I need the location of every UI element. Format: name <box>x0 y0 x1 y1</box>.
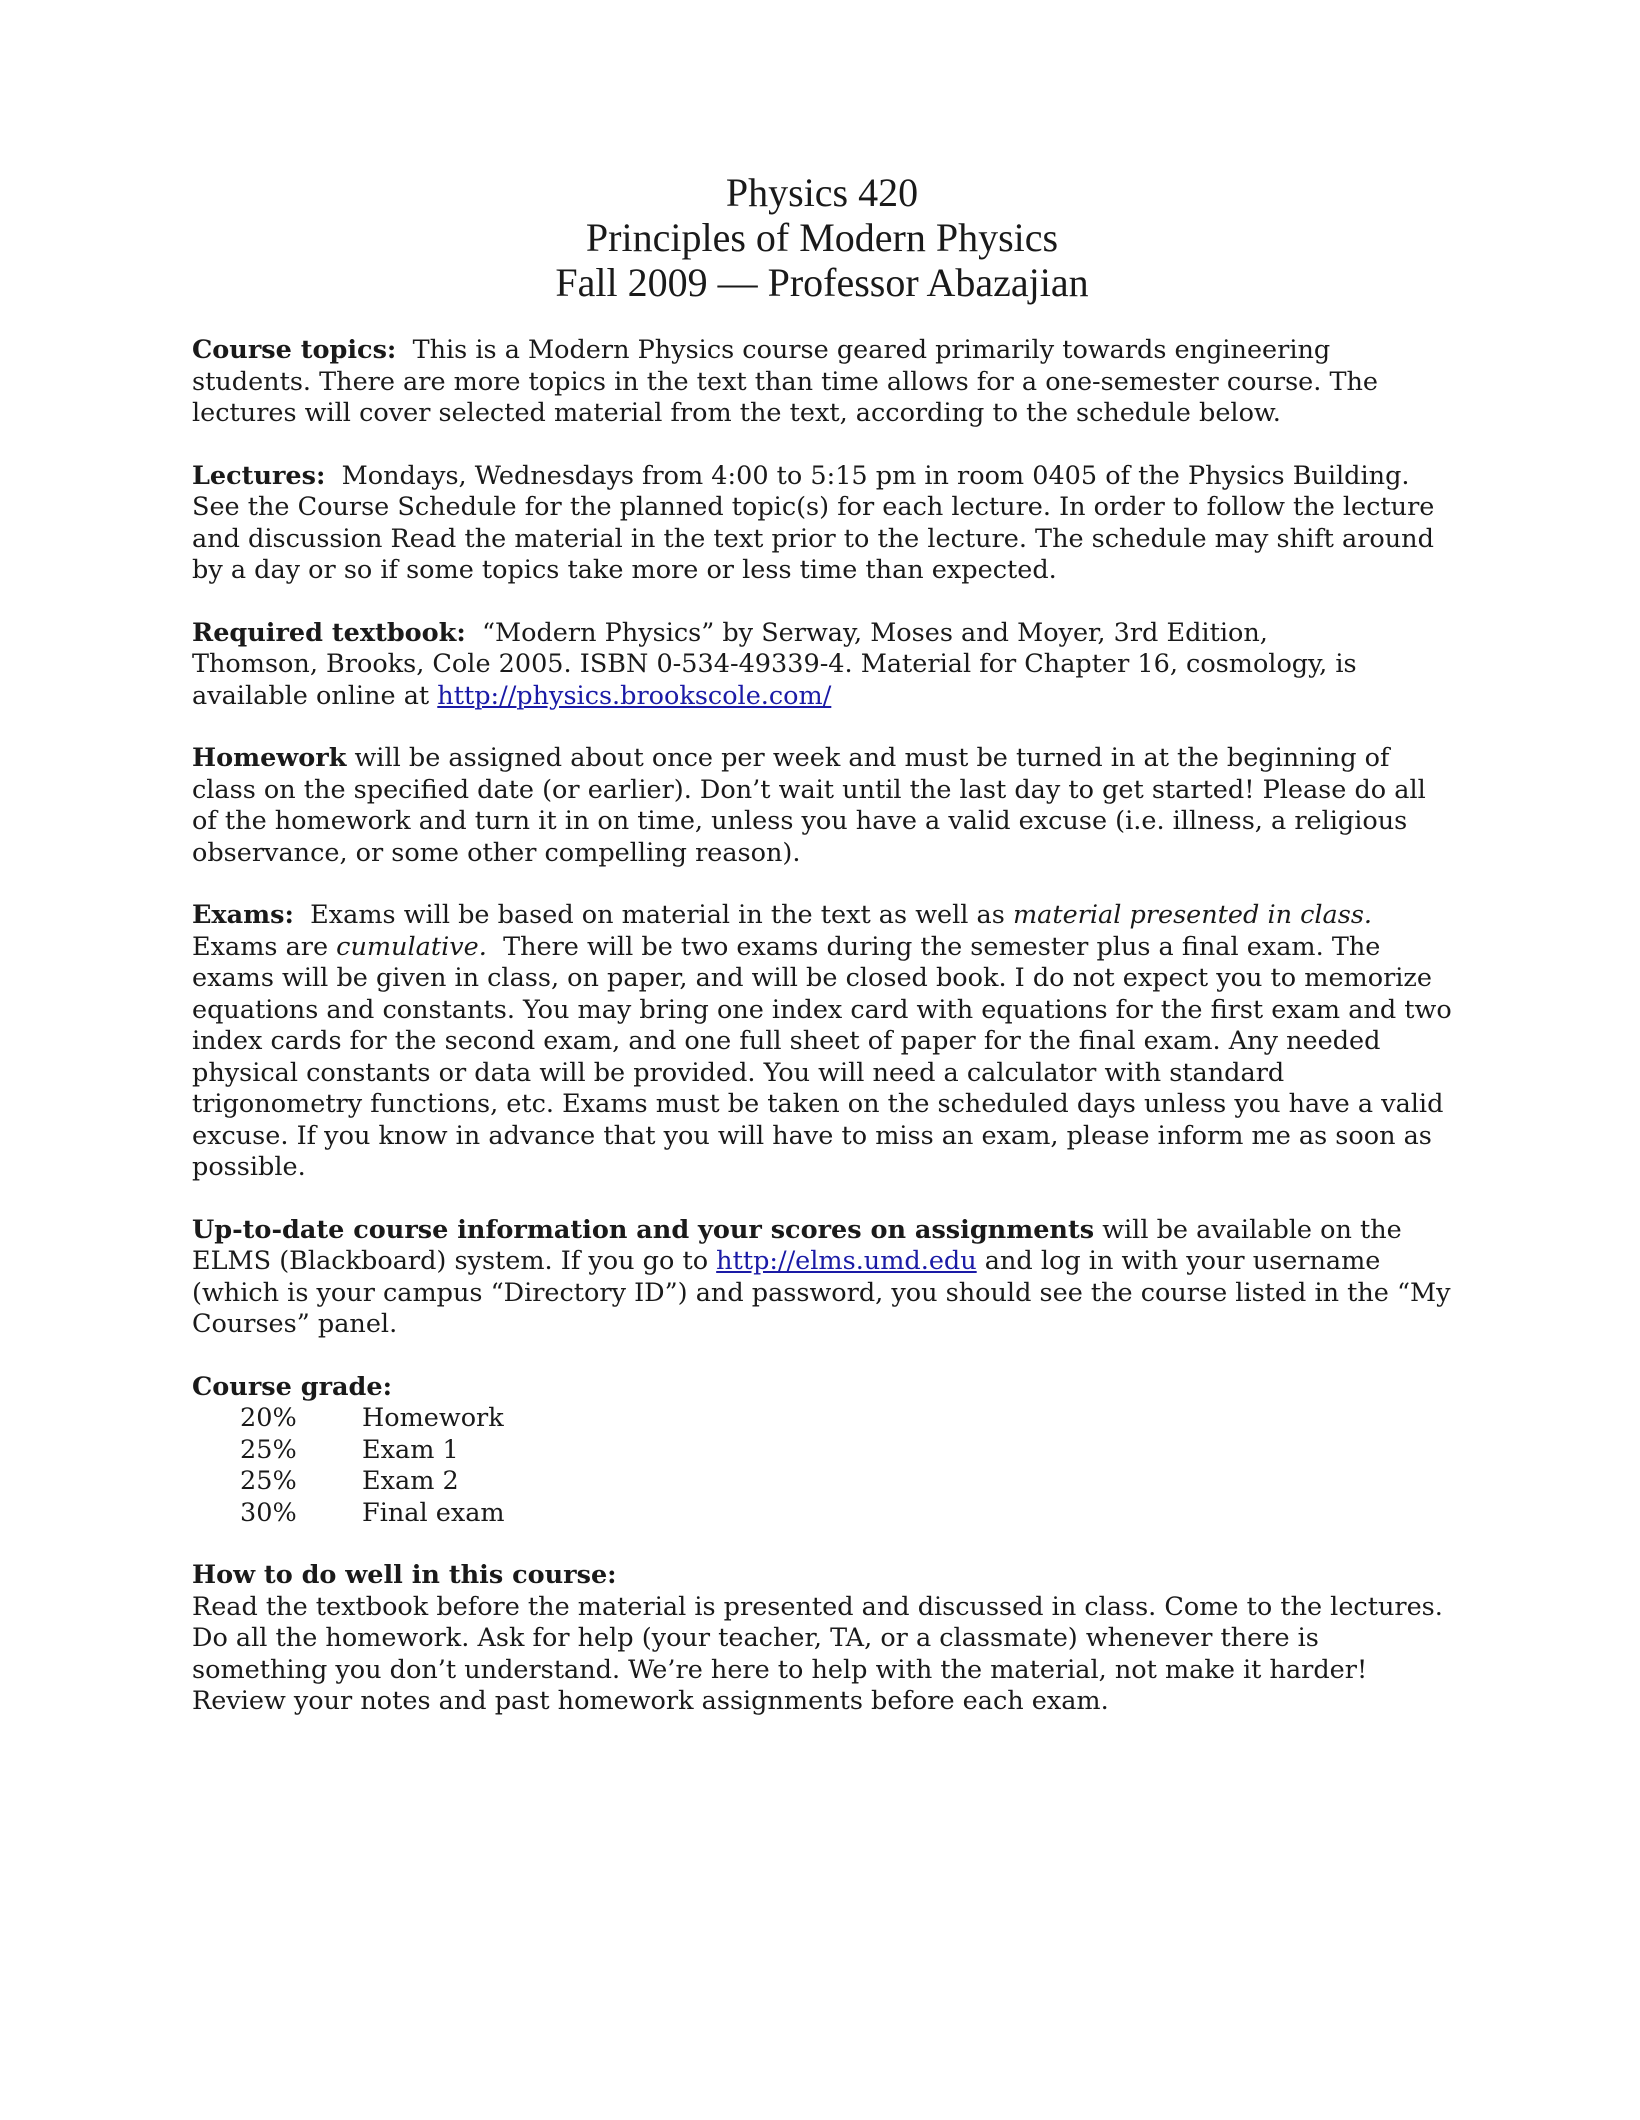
section-exams <box>192 900 1452 1184</box>
course-topics-label: Course topics: <box>192 335 397 365</box>
grade-row <box>240 1435 1452 1467</box>
section-lectures <box>192 461 1452 587</box>
grade-component: Homework <box>362 1403 504 1433</box>
course-topics-text: This is a Modern Physics course geared primarily towards engineering students. There are more topics in the text than time allows for a one-semester course. The lectures will cover selected material from the text, according to the schedule below. <box>192 335 1378 428</box>
grade-row <box>240 1498 1452 1530</box>
section-how-to-do-well <box>192 1560 1452 1718</box>
textbook-online-link[interactable]: http://physics.brookscole.com/ <box>437 680 832 711</box>
homework-text: will be assigned about once per week and must be turned in at the beginning of class on the specified date (or earlier). Don’t wait until the last day to get started! Please do all of the homework and turn it in on time, unless you have a valid excuse (i.e. illness, a religious observance, or some other compelling reason). <box>192 743 1426 868</box>
textbook-label: Required textbook: <box>192 617 466 648</box>
elms-link[interactable]: http://elms.umd.edu <box>716 1246 977 1276</box>
course-info-text-2: and log in with your username (which is your campus “Directory ID”) and password, you should see the course listed in the “My Courses” panel. <box>192 1246 1451 1339</box>
course-grade-label: Course grade: <box>192 1371 392 1402</box>
grade-component: Exam 2 <box>362 1466 459 1496</box>
lectures-label: Lectures: <box>192 460 326 491</box>
section-course-grade <box>192 1372 1452 1530</box>
section-homework <box>192 743 1452 869</box>
title-block <box>192 170 1452 305</box>
section-textbook <box>192 618 1452 713</box>
grade-percent: 25% <box>240 1434 297 1465</box>
course-number: Physics 420 <box>725 170 919 215</box>
grade-percent: 30% <box>240 1497 297 1528</box>
how-to-do-well-label: How to do well in this course: <box>192 1560 617 1590</box>
exams-label: Exams: <box>192 900 294 930</box>
course-info-label: Up-to-date course information and your scores on assignments <box>192 1214 1095 1245</box>
exams-emphasis-1: material presented in class. <box>1012 900 1373 930</box>
homework-label: Homework <box>192 743 347 773</box>
how-to-do-well-text: Read the textbook before the material is presented and discussed in class. Come to the lectures. Do all the homework. Ask for help (your teacher, TA, or a classmate) whenever there is something you don’t understand. We’re here to help with the material, not make it harder! Review your notes and past homework assignments before each exam. <box>192 1591 1443 1716</box>
textbook-text-line2: Thomson, Brooks, Cole 2005. ISBN 0-534-49339-4. Material for Chapter 16, cosmology, is available online at <box>192 649 1357 711</box>
grade-component: Exam 1 <box>362 1434 459 1465</box>
term-and-instructor: Fall 2009 — Professor Abazajian <box>555 260 1089 305</box>
exams-emphasis-2: cumulative. <box>336 931 487 962</box>
course-title: Principles of Modern Physics <box>585 215 1059 260</box>
exams-text-2: Exams are <box>192 931 329 962</box>
syllabus-page <box>192 170 1452 1749</box>
grade-row <box>240 1466 1452 1498</box>
section-course-topics <box>192 335 1452 430</box>
exams-text-1: Exams will be based on material in the text as well as <box>310 900 1005 930</box>
grade-percent: 20% <box>240 1403 297 1433</box>
section-course-info <box>192 1215 1452 1341</box>
grade-row <box>240 1403 1452 1435</box>
exams-text-3: There will be two exams during the semester plus a final exam. The exams will be given in class, on paper, and will be closed book. I do not expect you to memorize equations and constants. You may bring one index card with equations for the first exam and two index cards for the second exam, and one full sheet of paper for the final exam. Any needed physical constants or data will be provided. You will need a calculator with standard trigonometry functions, etc. Exams must be taken on the scheduled days unless you have a valid excuse. If you know in advance that you will have to miss an exam, please inform me as soon as possible. <box>192 931 1452 1182</box>
textbook-text-line1: “Modern Physics” by Serway, Moses and Moyer, 3rd Edition, <box>481 617 1268 648</box>
grade-breakdown <box>240 1403 1452 1529</box>
lectures-text: Mondays, Wednesdays from 4:00 to 5:15 pm in room 0405 of the Physics Building. See the Course Schedule for the planned topic(s) for each lecture. In order to follow the lecture and discussion Read the material in the text prior to the lecture. The schedule may shift around by a day or so if some topics take more or less time than expected. <box>192 460 1435 585</box>
grade-component: Final exam <box>362 1497 505 1528</box>
course-info-text-1: will be available on the ELMS (Blackboard) system. If you go to <box>192 1214 1402 1276</box>
grade-percent: 25% <box>240 1466 297 1496</box>
